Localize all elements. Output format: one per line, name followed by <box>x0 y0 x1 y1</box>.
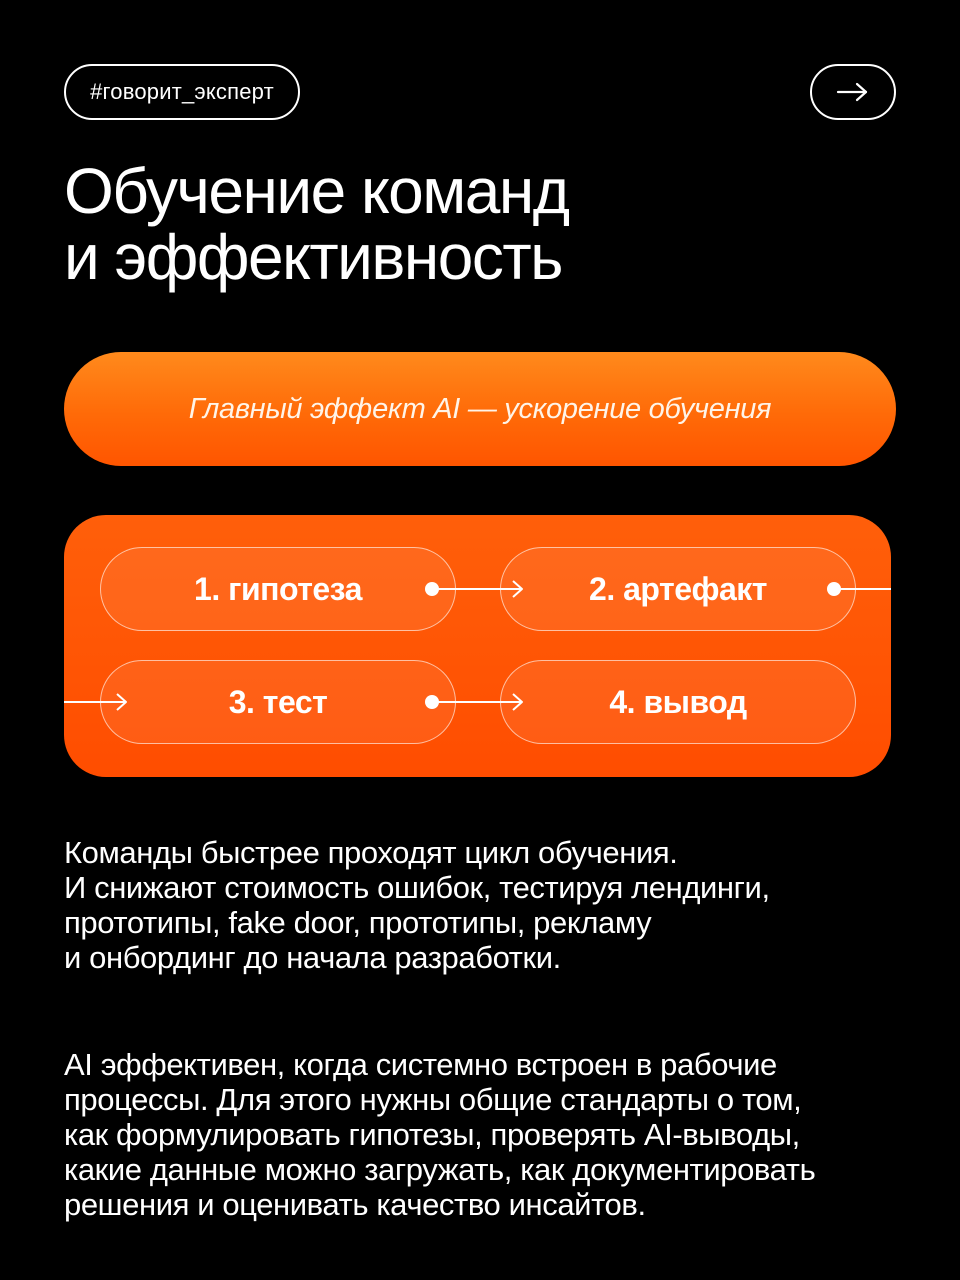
step-conclusion <box>500 660 856 744</box>
step-label: 1. гипотеза <box>194 570 362 607</box>
connector-arrow-icon <box>422 692 528 712</box>
connector-loop-out-icon <box>824 579 891 599</box>
paragraph-line: прототипы, fake door, прототипы, рекламу <box>64 905 652 940</box>
paragraph-line: решения и оценивать качество инсайтов. <box>64 1187 646 1222</box>
paragraph-line: какие данные можно загружать, как документировать <box>64 1152 816 1187</box>
banner-text: Главный эффект AI — ускорение обучения <box>188 392 772 425</box>
page-title <box>64 155 904 293</box>
paragraph-line: И снижают стоимость ошибок, тестируя лендинги, <box>64 870 770 905</box>
next-button[interactable] <box>810 64 896 120</box>
step-artifact <box>500 547 856 631</box>
page-title-line-1: Обучение команд <box>64 155 569 227</box>
step-label: 2. артефакт <box>589 570 767 607</box>
page-title-line-2: и эффективность <box>64 221 562 293</box>
step-label: 4. вывод <box>609 683 747 720</box>
step-label: 3. тест <box>228 683 328 720</box>
headline-banner <box>64 352 896 466</box>
body-paragraph-1 <box>64 835 914 975</box>
paragraph-line: и онбординг до начала разработки. <box>64 940 561 975</box>
paragraph-line: процессы. Для этого нужны общие стандарты о том, <box>64 1082 802 1117</box>
step-test <box>100 660 456 744</box>
connector-loop-in-icon <box>64 692 130 712</box>
hashtag-label: #говорит_эксперт <box>90 79 274 104</box>
paragraph-line: Команды быстрее проходят цикл обучения. <box>64 835 678 870</box>
arrow-right-icon <box>836 82 870 102</box>
connector-arrow-icon <box>422 579 528 599</box>
learning-cycle-panel <box>64 515 891 777</box>
paragraph-line: AI эффективен, когда системно встроен в рабочие <box>64 1047 777 1082</box>
paragraph-line: как формулировать гипотезы, проверять AI-выводы, <box>64 1117 800 1152</box>
hashtag-badge <box>64 64 300 120</box>
body-paragraph-2 <box>64 1047 914 1222</box>
step-hypothesis <box>100 547 456 631</box>
